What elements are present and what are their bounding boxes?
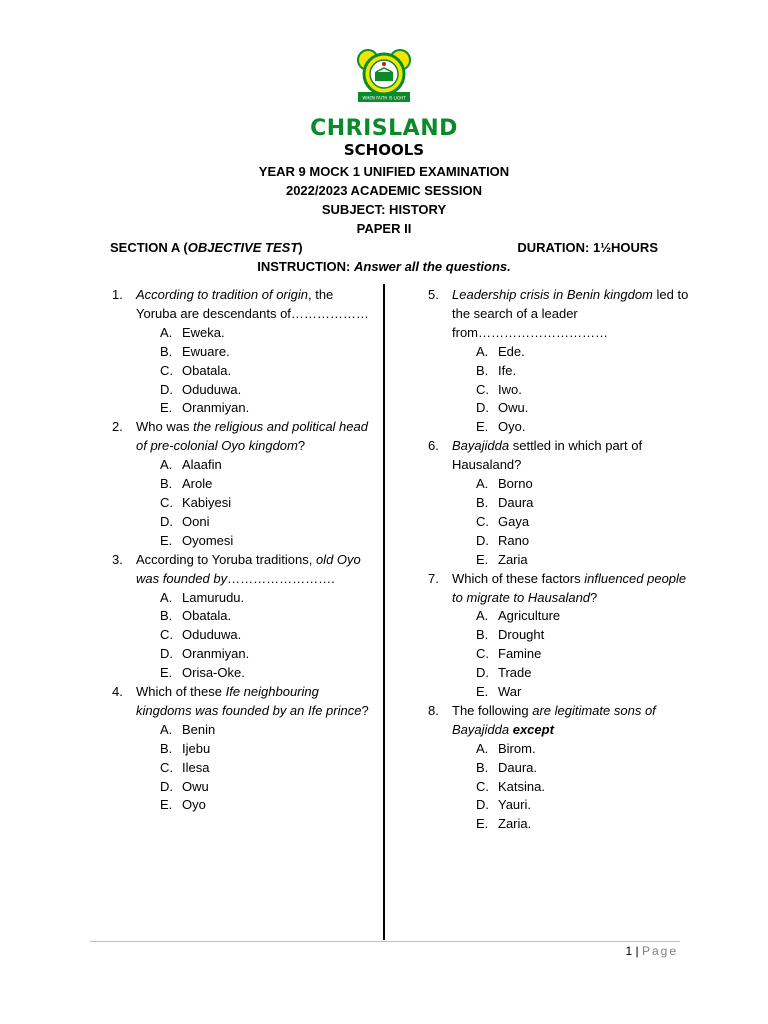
- question: [112, 286, 374, 418]
- option-text: Arole: [182, 476, 213, 492]
- question-number: 4.: [112, 684, 123, 700]
- option-text: Ooni: [182, 513, 210, 529]
- option-text: Oduduwa.: [182, 627, 242, 643]
- school-subname: SCHOOLS: [343, 141, 425, 159]
- question-number: 1.: [112, 287, 123, 302]
- option-letter: B.: [476, 362, 489, 378]
- option-text: Owu.: [498, 400, 529, 416]
- answer-option: [476, 475, 690, 494]
- answer-option: [476, 664, 690, 683]
- option-text: Zaria: [498, 551, 528, 567]
- option-text: Borno: [498, 476, 533, 492]
- question-number: 6.: [428, 438, 439, 454]
- question-text: , the Yoruba are descendants of………………: [136, 287, 369, 321]
- option-letter: D.: [476, 400, 489, 416]
- option-letter: C.: [476, 646, 489, 662]
- academic-session: 2022/2023 ACADEMIC SESSION: [285, 183, 483, 198]
- answer-option: [160, 664, 374, 683]
- option-letter: B.: [160, 343, 173, 359]
- option-letter: B.: [160, 740, 173, 756]
- answer-option: [160, 494, 374, 513]
- option-letter: E.: [160, 797, 173, 813]
- question-number: 3.: [112, 551, 123, 567]
- question-text: except: [509, 721, 554, 737]
- questions-left-column: [112, 286, 374, 815]
- question-stem: [136, 551, 374, 589]
- option-text: Oyomesi: [182, 532, 234, 548]
- option-letter: C.: [476, 513, 489, 529]
- question-text: Who was: [136, 419, 194, 435]
- option-letter: A.: [476, 343, 489, 359]
- option-letter: D.: [160, 646, 173, 662]
- option-text: Daura.: [498, 759, 538, 775]
- option-letter: E.: [160, 665, 173, 681]
- answer-option: [160, 589, 374, 608]
- answer-option: [160, 362, 374, 381]
- option-text: Ede.: [498, 343, 525, 359]
- answer-option: [476, 399, 690, 418]
- option-text: Oyo.: [498, 419, 526, 435]
- page-sep: |: [632, 944, 642, 958]
- option-letter: B.: [476, 494, 489, 510]
- school-crest-icon: [356, 48, 412, 114]
- answer-option: [476, 740, 690, 759]
- school-name: CHRISLAND: [310, 116, 458, 141]
- column-divider: [383, 284, 385, 940]
- question-text: Ife neighbouring kingdoms was founded by an Ife prince: [136, 684, 362, 718]
- answer-option: [160, 626, 374, 645]
- section-prefix: SECTION A (: [110, 240, 188, 255]
- question-number: 7.: [428, 570, 439, 586]
- question-text: the religious and political head of pre-colonial Oyo kingdom: [136, 419, 368, 454]
- question-stem: [452, 702, 690, 740]
- answer-option: [160, 740, 374, 759]
- option-letter: E.: [160, 532, 173, 548]
- option-text: Katsina.: [498, 778, 545, 794]
- instruction: [0, 259, 768, 274]
- option-text: Daura: [498, 494, 534, 510]
- option-letter: D.: [476, 797, 489, 813]
- answer-option: [476, 343, 690, 362]
- question-text: According to Yoruba traditions,: [136, 551, 316, 567]
- question-text: led to the search of a leader from…………………………: [452, 287, 689, 340]
- option-letter: A.: [160, 457, 173, 473]
- exam-title: YEAR 9 MOCK 1 UNIFIED EXAMINATION: [258, 164, 510, 179]
- answer-option: [476, 551, 690, 570]
- answer-option: [476, 645, 690, 664]
- option-letter: A.: [160, 589, 173, 605]
- answer-option: [476, 381, 690, 400]
- answer-option: [160, 475, 374, 494]
- question-text: The following: [452, 702, 533, 718]
- answer-option: [476, 815, 690, 834]
- option-text: Obatala.: [182, 362, 232, 378]
- option-letter: C.: [160, 362, 173, 378]
- option-letter: D.: [476, 532, 489, 548]
- option-letter: B.: [476, 759, 489, 775]
- section-row: [110, 240, 658, 255]
- option-text: Oranmiyan.: [182, 646, 250, 662]
- answer-option: [160, 645, 374, 664]
- question-number: 2.: [112, 419, 123, 435]
- option-letter: E.: [476, 816, 489, 832]
- option-text: Drought: [498, 627, 545, 643]
- option-letter: C.: [476, 778, 489, 794]
- question-text: settled in which part of Hausaland?: [452, 438, 643, 473]
- option-text: Benin: [182, 721, 216, 737]
- question-number: 5.: [428, 287, 439, 302]
- page-number: 1: [625, 944, 633, 958]
- option-text: Iwo.: [498, 381, 522, 397]
- option-text: Birom.: [498, 740, 536, 756]
- option-letter: A.: [476, 476, 489, 492]
- section-suffix: ): [298, 240, 303, 255]
- footer-rule: [90, 941, 680, 942]
- option-text: Ilesa: [182, 759, 210, 775]
- crest-motto: WHEN FAITH IS LIGHT: [362, 95, 406, 101]
- answer-option: [160, 607, 374, 626]
- page-word: Page: [641, 944, 678, 958]
- option-text: Kabiyesi: [182, 494, 232, 510]
- question-text: Leadership crisis in Benin kingdom: [452, 287, 653, 302]
- question: [428, 702, 690, 834]
- question-text: ?: [361, 702, 369, 718]
- option-letter: A.: [160, 324, 173, 340]
- answer-option: [476, 494, 690, 513]
- question-text: …………………….: [227, 570, 335, 586]
- question-number: 8.: [428, 702, 439, 718]
- answer-option: [476, 626, 690, 645]
- option-text: Alaafin: [182, 457, 222, 473]
- option-text: Eweka.: [182, 324, 225, 340]
- option-letter: D.: [160, 513, 173, 529]
- question-stem: [136, 418, 374, 456]
- answer-option: [160, 721, 374, 740]
- option-letter: A.: [160, 721, 173, 737]
- question-stem: [452, 286, 690, 343]
- option-letter: C.: [160, 759, 173, 775]
- answer-option: [160, 532, 374, 551]
- option-letter: E.: [476, 419, 489, 435]
- question: [112, 418, 374, 550]
- option-text: Owu: [182, 778, 209, 794]
- option-letter: C.: [160, 494, 173, 510]
- question: [112, 551, 374, 683]
- option-text: Oduduwa.: [182, 381, 242, 397]
- question: [112, 683, 374, 815]
- question-stem: [452, 570, 690, 608]
- option-letter: D.: [160, 381, 173, 397]
- option-text: Orisa-Oke.: [182, 665, 245, 681]
- option-text: Famine: [498, 646, 542, 662]
- question-text: influenced people to migrate to Hausaland: [452, 570, 687, 605]
- option-letter: C.: [160, 627, 173, 643]
- option-letter: B.: [160, 608, 173, 624]
- option-text: Agriculture: [498, 608, 561, 624]
- option-text: Rano: [498, 532, 530, 548]
- option-text: Zaria.: [498, 816, 532, 832]
- option-text: War: [498, 684, 522, 700]
- option-text: Ewuare.: [182, 343, 230, 359]
- option-text: Ijebu: [182, 740, 211, 756]
- question-text: According to tradition of origin: [136, 287, 308, 302]
- answer-option: [476, 759, 690, 778]
- option-letter: E.: [476, 551, 489, 567]
- answer-option: [476, 513, 690, 532]
- answer-option: [160, 796, 374, 815]
- answer-option: [160, 513, 374, 532]
- answer-option: [160, 324, 374, 343]
- instruction-text: Answer all the questions.: [354, 259, 511, 274]
- answer-option: [160, 399, 374, 418]
- option-text: Oranmiyan.: [182, 400, 250, 416]
- question-text: ?: [590, 589, 598, 605]
- answer-option: [476, 683, 690, 702]
- subject: SUBJECT: HISTORY: [321, 202, 447, 217]
- option-letter: E.: [476, 684, 489, 700]
- question-text: Which of these: [136, 684, 226, 700]
- option-letter: B.: [476, 627, 489, 643]
- option-text: Obatala.: [182, 608, 232, 624]
- answer-option: [476, 778, 690, 797]
- option-letter: B.: [160, 476, 173, 492]
- option-letter: C.: [476, 381, 489, 397]
- duration: DURATION: 1½HOURS: [517, 240, 658, 255]
- answer-option: [476, 362, 690, 381]
- answer-option: [476, 796, 690, 815]
- option-letter: E.: [160, 400, 173, 416]
- question: [428, 286, 690, 437]
- answer-option: [476, 607, 690, 626]
- option-letter: D.: [160, 778, 173, 794]
- option-text: Yauri.: [498, 797, 531, 813]
- question-text: ?: [297, 438, 306, 454]
- option-text: Trade: [498, 665, 532, 681]
- question: [428, 437, 690, 569]
- question-stem: [452, 437, 690, 475]
- option-text: Gaya: [498, 513, 530, 529]
- page-footer: [625, 944, 678, 958]
- question-stem: [136, 683, 374, 721]
- option-letter: A.: [476, 740, 489, 756]
- answer-option: [160, 759, 374, 778]
- question-text: old Oyo was founded by: [136, 551, 361, 586]
- option-letter: A.: [476, 608, 489, 624]
- answer-option: [476, 532, 690, 551]
- answer-option: [476, 418, 690, 437]
- question-text: are legitimate sons of Bayajidda: [452, 702, 656, 737]
- option-letter: D.: [476, 665, 489, 681]
- paper: PAPER II: [356, 221, 412, 236]
- option-text: Lamurudu.: [182, 589, 245, 605]
- option-text: Oyo: [182, 797, 206, 813]
- question-text: Bayajidda: [452, 438, 510, 454]
- option-text: Ife.: [498, 362, 517, 378]
- question-text: Which of these factors: [452, 570, 585, 586]
- question-stem: [136, 286, 374, 324]
- section-type: OBJECTIVE TEST: [187, 240, 299, 255]
- questions-right-column: [428, 286, 690, 834]
- instruction-label: INSTRUCTION:: [257, 259, 354, 274]
- question: [428, 570, 690, 702]
- answer-option: [160, 343, 374, 362]
- answer-option: [160, 778, 374, 797]
- answer-option: [160, 456, 374, 475]
- answer-option: [160, 381, 374, 400]
